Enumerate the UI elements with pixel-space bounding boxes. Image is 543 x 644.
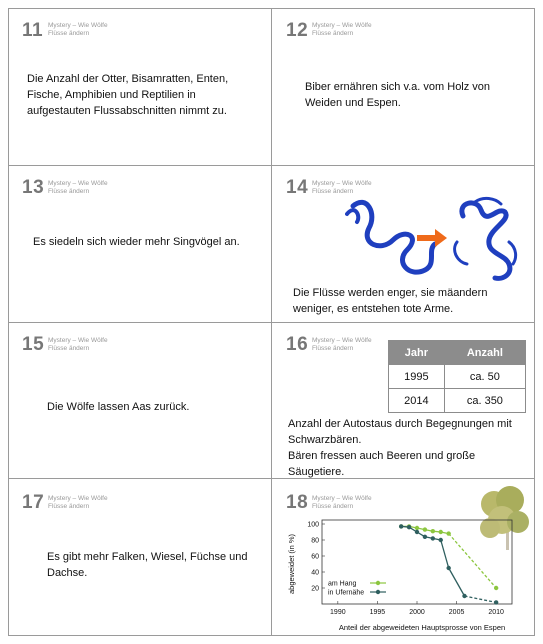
card-number: 15: [22, 334, 45, 355]
table-row: [389, 389, 526, 413]
card-number: 11: [22, 20, 44, 41]
card-text: Die Flüsse werden enger, sie mäandern weniger, es entstehen tote Arme.: [293, 287, 488, 315]
meandering-river-icon: [347, 210, 358, 222]
x-tick-label: 2010: [488, 609, 504, 616]
data-point: [399, 524, 403, 528]
legend-marker: [376, 590, 380, 594]
series-segment: [465, 596, 497, 602]
card-subtitle: Mystery – Wie Wölfe Flüsse ändern: [312, 495, 372, 510]
card-number: 12: [286, 20, 309, 41]
card-subtitle: Mystery – Wie Wölfe Flüsse ändern: [312, 22, 372, 37]
data-point: [415, 530, 419, 534]
data-point: [439, 530, 443, 534]
data-point: [415, 526, 419, 530]
aspen-browsing-chart: [280, 482, 530, 634]
card-text: Biber ernähren sich v.a. vom Holz von Weiden und Espen.: [305, 81, 491, 109]
data-point: [446, 566, 450, 570]
data-point: [407, 525, 411, 529]
card-text: Es siedeln sich wieder mehr Singvögel an.: [33, 236, 240, 248]
card-number: 14: [286, 177, 309, 198]
card-text: Die Wölfe lassen Aas zurück.: [47, 401, 190, 413]
grid-divider-row2: [9, 322, 534, 323]
x-axis-label: Anteil der abgeweideten Hauptsprosse von Espen: [338, 623, 506, 632]
legend-label: am Hang: [328, 580, 357, 588]
table-cell: ca. 350: [444, 389, 525, 413]
x-tick-label: 2005: [448, 609, 465, 616]
table-header: Anzahl: [444, 341, 525, 365]
table-header: Jahr: [389, 341, 445, 365]
data-point: [423, 535, 427, 539]
card-text: Die Anzahl der Otter, Bisamratten, Enten, Fische, Amphibien und Reptilien in aufgestauten Flussabschnitten nimmt zu.: [27, 73, 229, 117]
card-number: 17: [22, 492, 45, 513]
y-tick-label: 40: [311, 569, 319, 577]
data-point: [446, 531, 450, 535]
card-text: Es gibt mehr Falken, Wiesel, Füchse und Dachse.: [47, 551, 248, 579]
y-tick-label: 20: [311, 585, 319, 593]
y-axis-label: abgeweidet (in %): [287, 533, 296, 595]
data-point: [462, 594, 466, 598]
y-tick-label: 60: [311, 553, 319, 561]
card-subtitle: Mystery – Wie Wölfe Flüsse ändern: [48, 337, 108, 352]
card-subtitle: Mystery – Wie Wölfe Flüsse ändern: [48, 495, 108, 510]
card-subtitle: Mystery – Wie Wölfe Flüsse ändern: [48, 22, 108, 37]
card-number: 13: [22, 177, 45, 198]
series-segment: [449, 568, 465, 596]
data-point: [439, 538, 443, 542]
table-cell: 1995: [389, 365, 445, 389]
grid-divider-row1: [9, 165, 534, 166]
traffic-jam-table: [388, 340, 526, 413]
data-point: [431, 529, 435, 533]
straightened-river-icon: [462, 203, 510, 278]
aspen-tree-icon: [480, 486, 529, 550]
card-number: 18: [286, 492, 309, 513]
data-point: [494, 600, 498, 604]
card-subtitle: Mystery – Wie Wölfe Flüsse ändern: [312, 337, 372, 352]
x-tick-label: 1990: [330, 609, 346, 616]
table-row: [389, 365, 526, 389]
data-point: [494, 586, 498, 590]
card-subtitle: Mystery – Wie Wölfe Flüsse ändern: [312, 180, 372, 195]
legend-label: in Ufernähe: [328, 589, 365, 597]
legend-marker: [376, 581, 380, 585]
table-cell: 2014: [389, 389, 445, 413]
table-cell: ca. 50: [444, 365, 525, 389]
y-tick-label: 100: [307, 521, 319, 529]
x-tick-label: 1995: [369, 609, 386, 616]
river-meander-illustration: [345, 192, 530, 287]
x-tick-label: 2000: [409, 609, 425, 616]
data-point: [431, 536, 435, 540]
card-number: 16: [286, 334, 309, 355]
y-tick-label: 80: [311, 537, 319, 545]
card-subtitle: Mystery – Wie Wölfe Flüsse ändern: [48, 180, 108, 195]
series-segment: [441, 540, 449, 568]
data-point: [423, 527, 427, 531]
card-text: Anzahl der Autostaus durch Begegnungen mit Schwarzbären. Bären fressen auch Beeren und große Säugetiere.: [288, 418, 512, 478]
